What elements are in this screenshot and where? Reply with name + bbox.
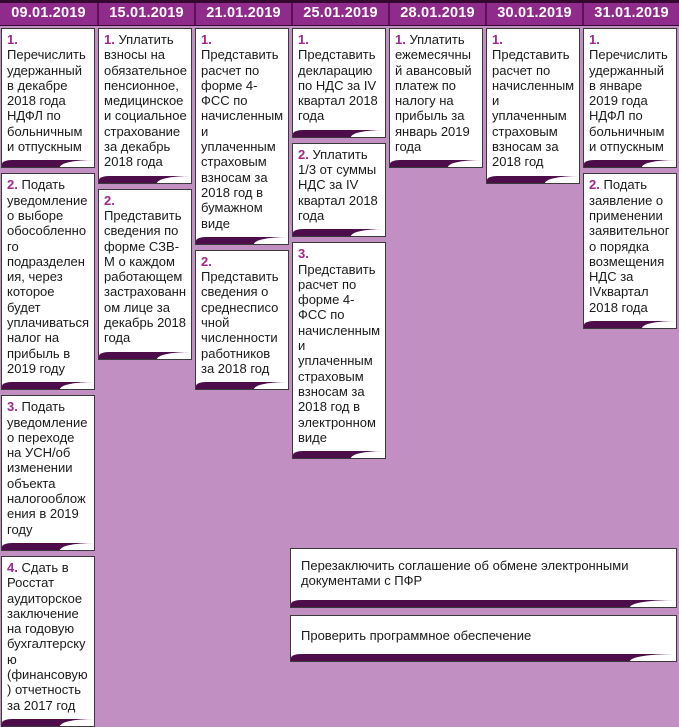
task-text: Уплатить ежемесячный авансовый платеж по налогу на прибыль за январь 2019 года xyxy=(395,32,472,155)
day-column-28-01 xyxy=(388,26,485,168)
date-header-cell: 21.01.2019 xyxy=(194,3,291,25)
day-column-30-01 xyxy=(485,26,582,184)
task-note xyxy=(1,173,95,390)
task-text: Представить расчет по форме 4-ФСС по начисленным и уплаченным страховым взносам за 2018 год в бумажном виде xyxy=(201,47,284,231)
task-number: 1. xyxy=(298,32,309,47)
task-note xyxy=(195,250,289,390)
task-number: 3. xyxy=(298,246,309,262)
task-text: Уплатить 1/3 от суммы НДС за IV квартал 2018 года xyxy=(298,146,378,223)
task-note xyxy=(486,28,580,184)
task-number: 4. xyxy=(7,559,18,575)
task-text: Представить сведения о среднесписочной численности работников за 2018 год xyxy=(201,269,279,376)
date-header-cell: 30.01.2019 xyxy=(485,3,582,25)
task-note xyxy=(98,189,192,360)
task-text: Сдать в Росстат аудиторское заключение на годовую бухгалтерскую (финансовую) отчетность за 2017 год xyxy=(7,559,88,713)
task-text: Проверить программное обеспечение xyxy=(301,627,532,643)
day-column-21-01 xyxy=(194,26,291,390)
task-text: Перечислить удержанный в декабре 2018 года НДФЛ по больничным и отпускным xyxy=(7,47,86,155)
task-number: 2. xyxy=(589,177,600,193)
task-note xyxy=(583,173,677,329)
task-note xyxy=(389,28,483,168)
task-number: 2. xyxy=(298,146,309,162)
day-column-31-01 xyxy=(582,26,679,329)
day-column-25-01 xyxy=(291,26,388,459)
day-column-15-01 xyxy=(97,26,194,360)
date-header-cell: 15.01.2019 xyxy=(97,3,194,25)
date-header-cell: 28.01.2019 xyxy=(388,3,485,25)
task-text: Уплатить взносы на обязательное пенсионное, медицинское и социальное страхование за декабрь 2018 года xyxy=(104,32,187,170)
task-note xyxy=(1,395,95,551)
task-number: 3. xyxy=(7,399,18,415)
task-text: Перезаключить соглашение об обмене электронными документами с ПФР xyxy=(301,558,629,589)
task-note-pfr-agreement xyxy=(290,548,677,608)
task-note xyxy=(195,28,289,245)
task-text: Подать уведомление о переходе на УСН/об изменении объекта налогообложения в 2019 году xyxy=(7,399,88,537)
date-header-cell: 09.01.2019 xyxy=(11,5,86,21)
task-number: 1. xyxy=(589,32,600,47)
calendar-header-row xyxy=(0,0,679,26)
task-note xyxy=(1,28,95,168)
task-note xyxy=(583,28,677,168)
task-text: Представить декларацию по НДС за IV квартал 2018 года xyxy=(298,47,378,124)
task-note xyxy=(292,143,386,237)
task-text: Представить сведения по форме СЗВ-М о каждом работающем застрахованном лице за декабрь 2018 года xyxy=(104,207,187,346)
task-number: 2. xyxy=(104,192,115,208)
task-note xyxy=(98,28,192,184)
task-number: 1. xyxy=(7,32,18,47)
date-header-cell: 25.01.2019 xyxy=(291,3,388,25)
task-number: 2. xyxy=(7,177,18,193)
task-number: 1. xyxy=(201,32,212,47)
task-text: Перечислить удержанный в январе 2019 года НДФЛ по больничным и отпускным xyxy=(589,47,668,155)
task-note xyxy=(292,28,386,138)
task-number: 1. xyxy=(395,32,406,47)
task-note-check-software xyxy=(290,615,677,662)
calendar-board xyxy=(0,26,679,713)
task-number: 1. xyxy=(492,32,503,47)
task-number: 2. xyxy=(201,253,212,269)
task-note xyxy=(1,556,95,727)
task-text: Подать заявление о применении заявительного порядка возмещения НДС за IVквартал 2018 года xyxy=(589,177,670,315)
date-header-cell: 31.01.2019 xyxy=(582,3,679,25)
task-text: Представить расчет по начисленным и уплаченным страховым взносам за 2018 год xyxy=(492,47,575,170)
bottom-notes-area xyxy=(290,548,677,662)
task-note xyxy=(292,242,386,459)
task-text: Подать уведомление о выборе обособленного подразделения, через которое будет уплачиваться налог на прибыль в 2019 году xyxy=(7,177,90,376)
task-number: 1. xyxy=(104,32,115,47)
day-column-09-01 xyxy=(0,26,97,727)
task-text: Представить расчет по форме 4-ФСС по начисленным и уплаченным страховым взносам за 2018 год в электронном виде xyxy=(298,261,381,445)
